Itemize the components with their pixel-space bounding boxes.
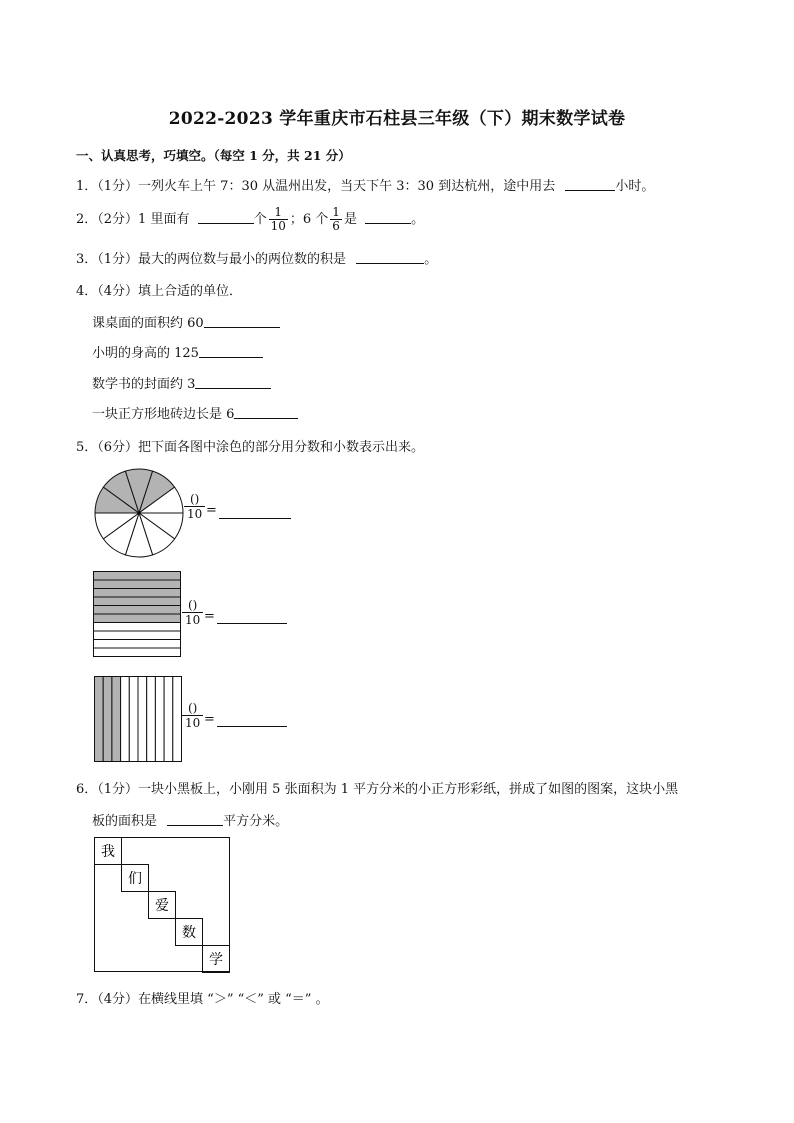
column-cell (155, 677, 164, 762)
row-cell (94, 597, 181, 606)
column-cell (103, 677, 112, 762)
square-character: 爱 (155, 898, 169, 914)
columns-figure (94, 676, 182, 762)
answer-blank[interactable] (219, 518, 291, 519)
row-cell (94, 623, 181, 632)
column-cell (112, 677, 121, 762)
blackboard-figure (94, 837, 230, 973)
question-2-mid3: 是 (343, 212, 357, 227)
answer-blank[interactable] (234, 406, 298, 419)
question-2-mid1: 个 (253, 212, 267, 227)
answer-blank[interactable] (195, 376, 271, 389)
question-4: 4．（4分）填上合适的单位． (76, 284, 243, 299)
square-character: 我 (101, 844, 115, 860)
question-4-item: 小明的身高的 125 (92, 342, 263, 361)
fraction-one-sixth: $\frac{1}{6}$ (332, 205, 340, 233)
column-cell (173, 677, 182, 762)
answer-blank[interactable] (365, 211, 411, 224)
question-7: 7．（4分）在横线里填 “＞” “＜” 或 “＝” 。 (76, 992, 329, 1007)
column-cell (147, 677, 156, 762)
question-6-line1: 6．（1分）一块小黑板上，小刚用 5 张面积为 1 平方分米的小正方形彩纸，拼成了如图的图案，这块小黑 (76, 782, 679, 797)
row-cell (94, 614, 181, 623)
rows-figure (93, 571, 181, 657)
answer-blank[interactable] (565, 178, 615, 191)
column-cell (95, 677, 104, 762)
row-cell (94, 580, 181, 589)
question-5: 5．（6分）把下面各图中涂色的部分用分数和小数表示出来。 (76, 440, 425, 455)
question-1 (76, 175, 654, 194)
question-4-item: 课桌面的面积约 60 (92, 312, 280, 331)
fraction-template: () 10 (182, 598, 203, 627)
row-cell (94, 631, 181, 640)
row-cell (94, 589, 181, 598)
row-cell (94, 572, 181, 581)
column-cell (138, 677, 147, 762)
question-3-suffix: 。 (424, 252, 438, 267)
question-2-mid2: ；6 个 (289, 212, 329, 227)
column-cell (129, 677, 138, 762)
equals-sign: = (204, 609, 215, 624)
question-3 (76, 248, 437, 267)
square-character: 们 (128, 871, 142, 887)
answer-blank[interactable] (198, 211, 254, 224)
page-title: 2022-2023 学年重庆市石柱县三年级（下）期末数学试卷 (168, 109, 626, 129)
section-heading: 一、认真思考，巧填空。（每空 1 分，共 21 分） (76, 148, 351, 163)
question-3-text: 3．（1分）最大的两位数与最小的两位数的积是 (76, 252, 347, 267)
answer-blank[interactable] (199, 345, 263, 358)
fraction-template: () 10 (182, 701, 203, 730)
question-2-suffix: 。 (411, 212, 425, 227)
answer-blank[interactable] (356, 251, 424, 264)
answer-blank[interactable] (217, 726, 287, 727)
column-cell (164, 677, 173, 762)
answer-blank[interactable] (167, 813, 223, 826)
question-1-text: 1．（1分）一列火车上午 7：30 从温州出发，当天下午 3：30 到达杭州，途中用去 (76, 179, 556, 194)
row-cell (94, 640, 181, 649)
row-cell (94, 606, 181, 615)
question-2 (76, 206, 424, 233)
row-cell (94, 648, 181, 657)
column-cell (121, 677, 130, 762)
question-4-item: 一块正方形地砖边长是 6 (92, 403, 298, 422)
fraction-template: () 10 (184, 492, 205, 521)
question-1-suffix: 小时。 (615, 179, 655, 194)
circle-figure (94, 468, 184, 558)
equals-sign: = (204, 712, 215, 727)
equals-sign: = (206, 503, 217, 518)
question-2-prefix: 2．（2分）1 里面有 (76, 212, 190, 227)
square-character: 数 (182, 925, 196, 941)
fraction-one-tenth: $\frac{1}{10}$ (270, 205, 286, 233)
answer-blank[interactable] (217, 623, 287, 624)
question-6-line2: 板的面积是 平方分米。 (92, 814, 289, 829)
question-4-item: 数学书的封面约 3 (92, 373, 271, 392)
square-character: 学 (209, 952, 223, 968)
answer-blank[interactable] (204, 315, 280, 328)
